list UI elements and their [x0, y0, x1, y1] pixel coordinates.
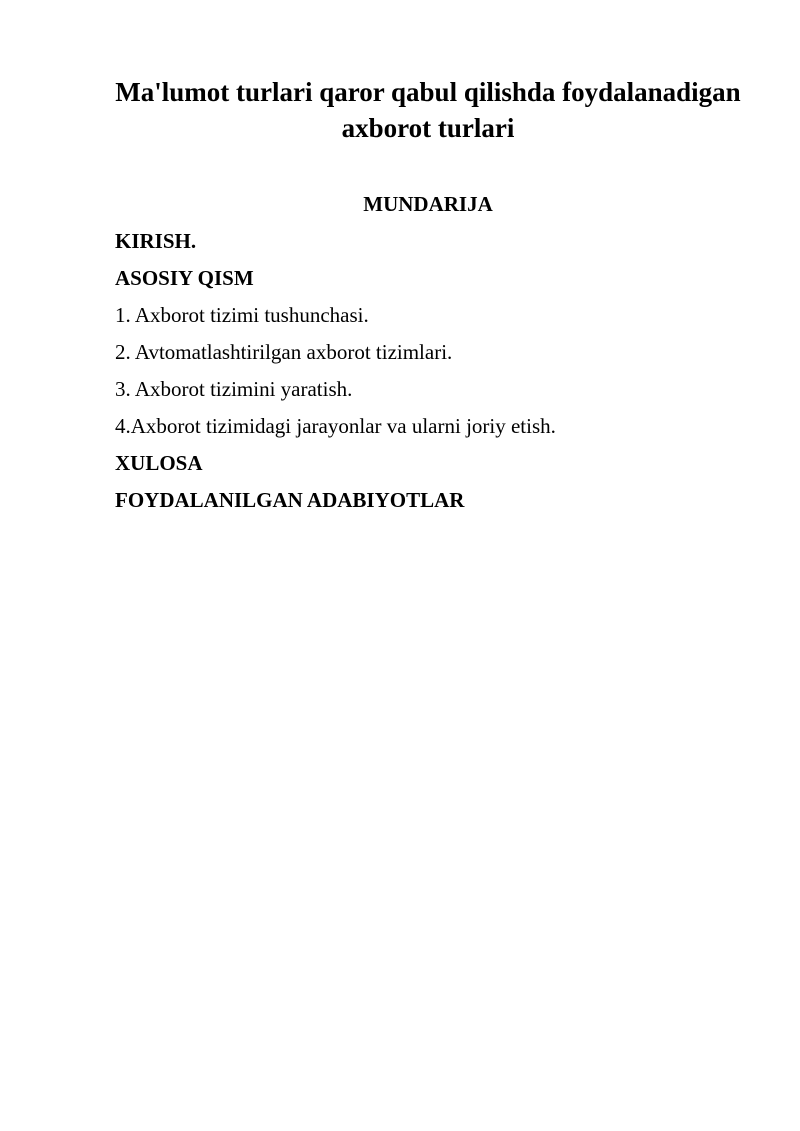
toc-item-3: 3. Axborot tizimini yaratish. [115, 377, 353, 401]
toc-item-2: 2. Avtomatlashtirilgan axborot tizimlari. [115, 340, 453, 364]
toc-item-xulosa: XULOSA [115, 451, 203, 475]
toc-heading: MUNDARIJA [363, 192, 493, 216]
toc-item-kirish: KIRISH. [115, 229, 197, 253]
document-title: Ma'lumot turlari qaror qabul qilishda foydalanadigan axborot turlari [115, 77, 741, 143]
toc-item-asosiy-qism: ASOSIY QISM [115, 266, 254, 290]
toc-item-1: 1. Axborot tizimi tushunchasi. [115, 303, 369, 327]
toc-item-4: 4.Axborot tizimidagi jarayonlar va ularni joriy etish. [115, 414, 556, 438]
table-of-contents [115, 228, 755, 524]
toc-item-adabiyotlar: FOYDALANILGAN ADABIYOTLAR [115, 488, 465, 512]
